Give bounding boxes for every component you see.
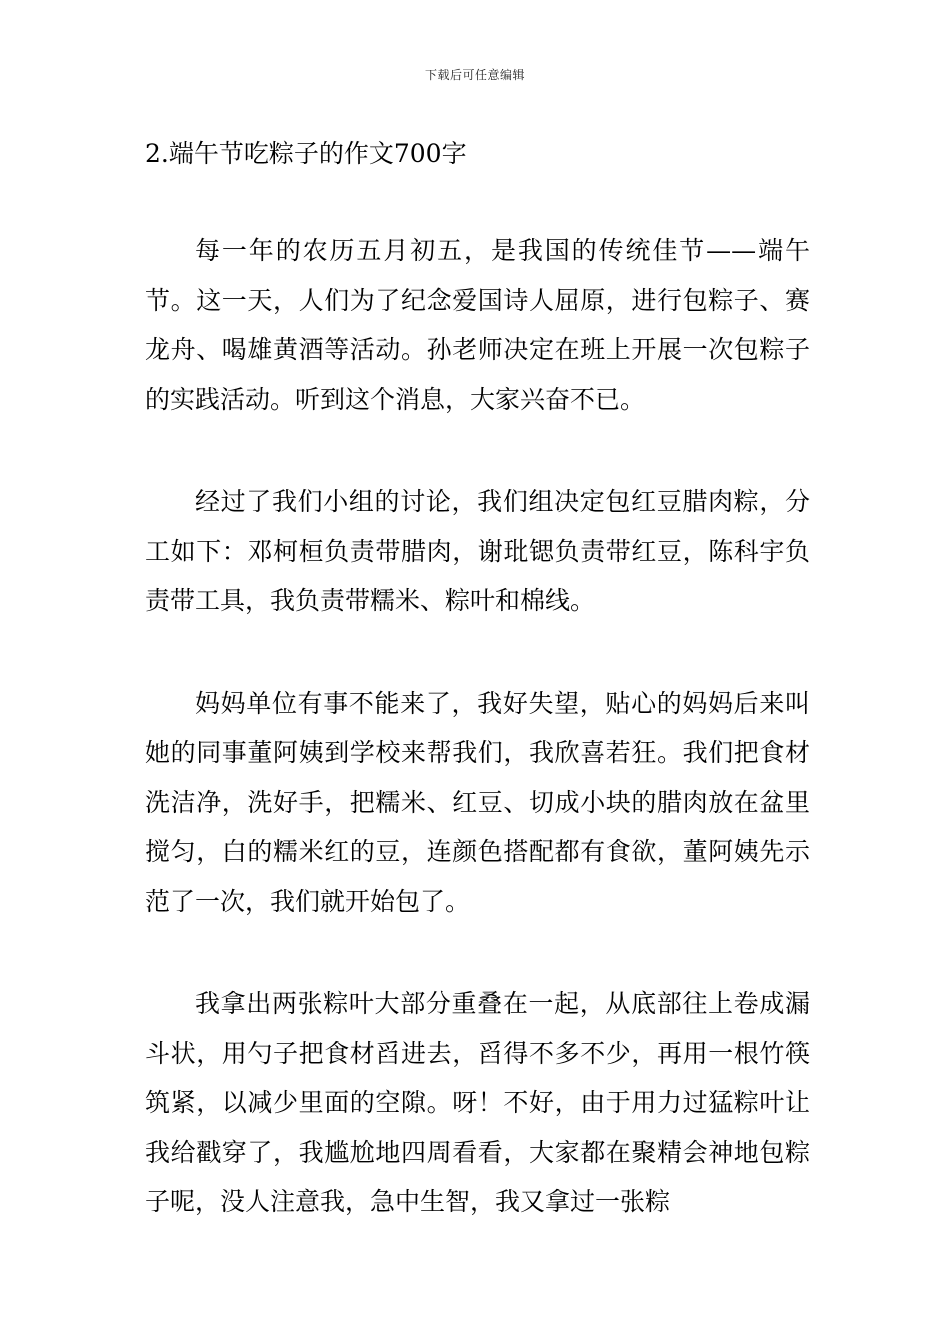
document-title: 2.端午节吃粽子的作文700字 <box>145 139 467 168</box>
paragraph: 每一年的农历五月初五，是我国的传统佳节——端午节。这一天，人们为了纪念爱国诗人屈原，进行包粽子、赛龙舟、喝雄黄酒等活动。孙老师决定在班上开展一次包粽子的实践活动。听到这个消息，大家兴奋不已。 <box>145 236 810 414</box>
paragraph: 经过了我们小组的讨论，我们组决定包红豆腊肉粽，分工如下：邓柯桓负责带腊肉，谢玭锶负责带红豆，陈科宇负责带工具，我负责带糯米、粽叶和棉线。 <box>145 487 810 615</box>
paragraph: 妈妈单位有事不能来了，我好失望，贴心的妈妈后来叫她的同事董阿姨到学校来帮我们，我欣喜若狂。我们把食材洗洁净，洗好手，把糯米、红豆、切成小块的腊肉放在盆里搅匀，白的糯米红的豆，连颜色搭配都有食欲，董阿姨先示范了一次，我们就开始包了。 <box>145 688 810 916</box>
header-note: 下载后可任意编辑 <box>424 68 525 82</box>
document-body <box>145 226 810 1280</box>
paragraph: 我拿出两张粽叶大部分重叠在一起，从底部往上卷成漏斗状，用勺子把食材舀进去，舀得不多不少，再用一根竹筷筑紧，以减少里面的空隙。呀！不好，由于用力过猛粽叶让我给戳穿了，我尴尬地四周看看，大家都在聚精会神地包粽子呢，没人注意我，急中生智，我又拿过一张粽 <box>145 989 810 1216</box>
